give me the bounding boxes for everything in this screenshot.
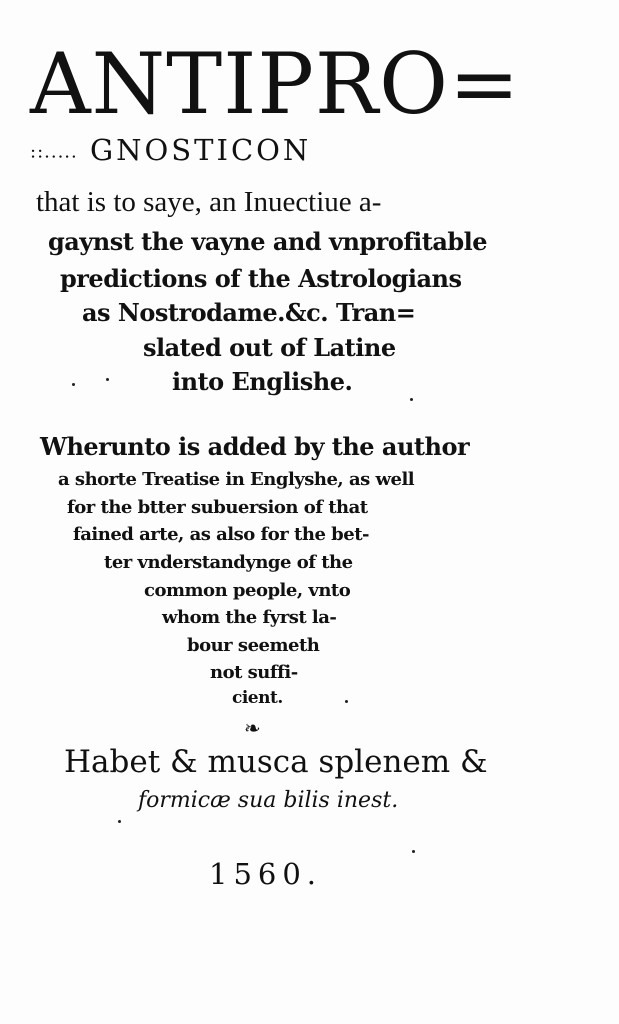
publication-year: 1560.: [209, 857, 323, 891]
main-title-line-2: [30, 133, 311, 167]
motto-line: Habet & musca splenem &: [64, 744, 488, 780]
ink-speck: [72, 383, 75, 386]
fleuron-ornament-icon: ❧: [244, 716, 261, 740]
ink-speck: [412, 850, 415, 853]
title-prefix-marks: ::.....: [30, 141, 78, 163]
motto-line: formicæ sua bilis inest.: [138, 788, 399, 813]
subtitle-line: slated out of Latine: [143, 333, 396, 362]
addition-line: Wherunto is added by the author: [40, 432, 470, 461]
subtitle-line: gaynst the vayne and vnprofitable: [48, 227, 488, 256]
ink-speck: [410, 398, 413, 401]
addition-line: cient.: [232, 688, 283, 708]
subtitle-line: that is to saye, an Inuectiue a-: [36, 186, 382, 218]
addition-line: whom the fyrst la-: [162, 607, 337, 628]
main-title-line-2-text: GNOSTICON: [89, 133, 312, 167]
subtitle-line: predictions of the Astrologians: [60, 264, 462, 293]
ink-speck: [106, 378, 109, 381]
main-title-line-1: ANTIPRO=: [30, 35, 521, 133]
addition-line: ter vnderstandynge of the: [104, 552, 353, 573]
addition-line: fained arte, as also for the bet-: [73, 524, 369, 545]
subtitle-line: as Nostrodame.&c. Tran=: [82, 298, 416, 327]
addition-line: a shorte Treatise in Englyshe, as well: [58, 469, 415, 490]
ink-speck: [345, 700, 348, 703]
subtitle-line: into Englishe.: [172, 367, 353, 396]
addition-line: bour seemeth: [187, 635, 320, 656]
addition-line: not suffi-: [210, 662, 298, 683]
addition-line: common people, vnto: [144, 580, 351, 601]
ink-speck: [118, 820, 121, 823]
addition-line: for the btter subuersion of that: [67, 497, 368, 518]
